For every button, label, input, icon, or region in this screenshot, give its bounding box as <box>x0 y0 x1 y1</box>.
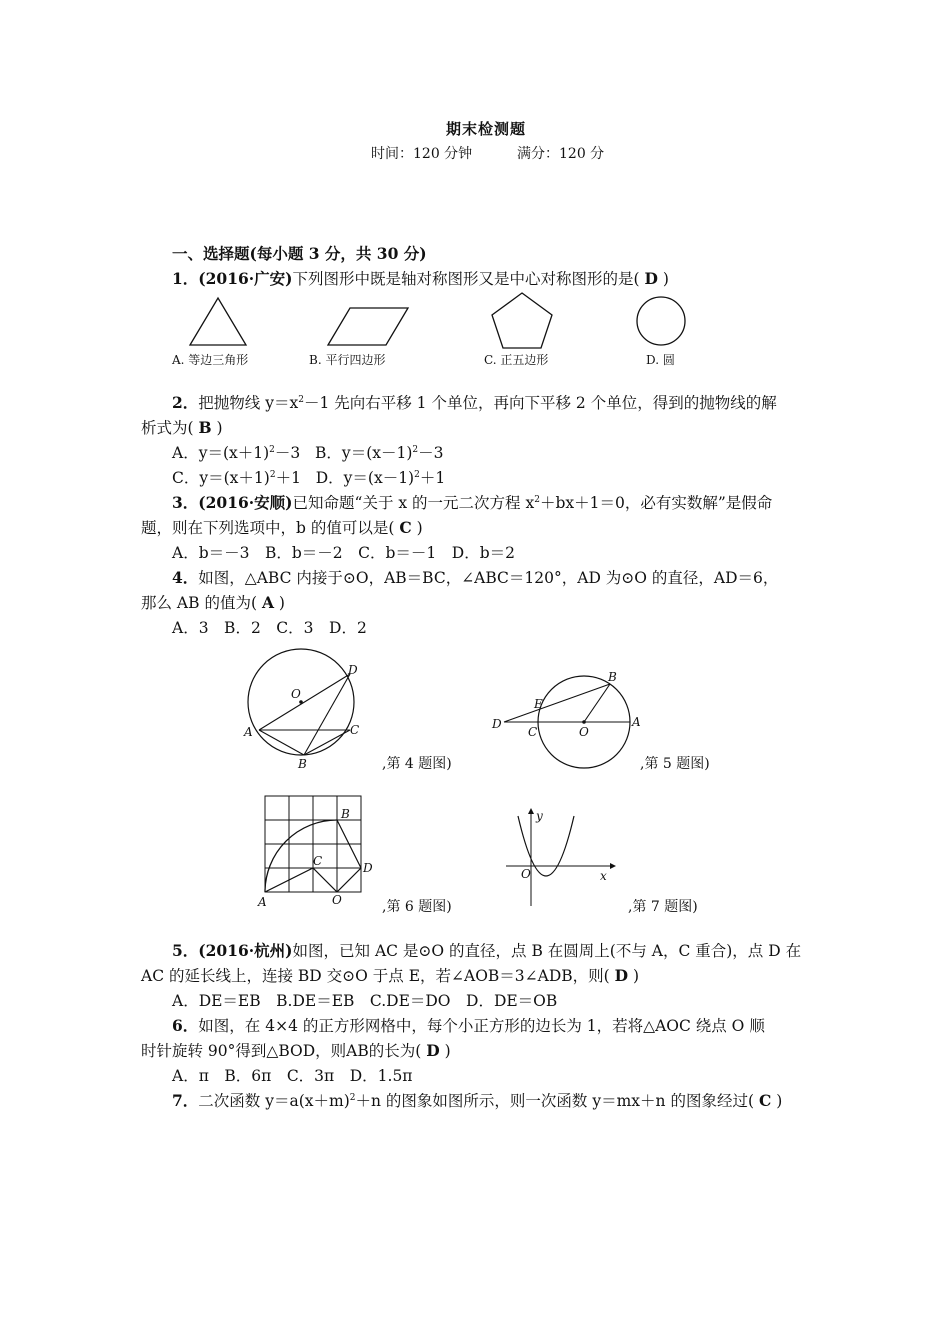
fig5-line-db <box>504 684 610 722</box>
q6-answer: D <box>426 1041 440 1060</box>
q3-text2: ＋bx＋1＝0，必有实数解”是假命 <box>539 494 773 512</box>
score-label: 满分：120 分 <box>517 146 605 162</box>
q5-text2: AC 的延长线上，连接 BD 交⊙O 于点 E，若∠AOB＝3∠ADB，则( <box>141 967 610 985</box>
fig5-label-e: E <box>534 697 543 711</box>
fig7-label-y: y <box>536 809 543 823</box>
q2-text3: 析式为( <box>141 419 194 437</box>
q7-number: 7． <box>172 1091 199 1110</box>
question-5 <box>172 941 801 961</box>
q1-close: ) <box>662 270 669 288</box>
q3-answer: C <box>399 518 412 537</box>
q3-number: 3． <box>172 493 199 512</box>
q3-source: (2016·安顺) <box>198 493 293 512</box>
q1-source: (2016·广安) <box>198 269 293 288</box>
fig6-triangle-aoc <box>265 868 337 892</box>
q6-text1: 如图，在 4×4 的正方形网格中，每个小正方形的边长为 1，若将△AOC 绕点 O 顺 <box>198 1017 765 1035</box>
fig6-label-c: C <box>313 854 323 868</box>
q3-text1: 已知命题“关于 x 的一元二次方程 x <box>292 494 535 512</box>
q7-text2: ＋n 的图象如图所示，则一次函数 y＝mx＋n 的图象经过( <box>355 1092 754 1110</box>
q2-option-b: B．$y=(x-1)^2-3$ <box>315 444 444 462</box>
figure-5 <box>488 668 648 773</box>
circle-shape <box>637 297 685 345</box>
q3-close: ) <box>416 519 423 537</box>
figure-7 <box>500 806 620 910</box>
q2-sup1: 2 <box>298 394 304 405</box>
equilateral-triangle-shape <box>190 298 246 345</box>
q5-options: A．DE＝EB B.DE＝EB C.DE＝DO D．DE＝OB <box>172 992 558 1010</box>
q2-text2: －1 先向右平移 1 个单位，再向下平移 2 个单位，得到的抛物线的解 <box>303 394 777 412</box>
question-7 <box>172 1091 782 1111</box>
q4-close: ) <box>278 594 285 612</box>
question-4-line2 <box>141 593 285 613</box>
fig5-label-d: D <box>492 717 502 731</box>
fig5-label-b: B <box>608 670 617 684</box>
question-1 <box>172 269 669 289</box>
fig7-label-x: x <box>600 869 607 883</box>
q6-close: ) <box>444 1042 451 1060</box>
fig4-label-d: D <box>348 663 358 677</box>
fig5-radius-ob <box>584 684 610 722</box>
q7-text1: 二次函数 y＝a(x＋m) <box>198 1092 350 1110</box>
page-title: 期末检测题 <box>446 120 527 138</box>
q3-text3: 题，则在下列选项中，b 的值可以是( <box>141 519 395 537</box>
fig7-caption: ,第 7 题图) <box>628 899 698 915</box>
time-label: 时间：120 分钟 <box>371 146 473 162</box>
q4-text2: 那么 AB 的值为( <box>141 594 257 612</box>
section-heading: 一、选择题(每小题 3 分，共 30 分) <box>172 244 427 263</box>
question-3-line2 <box>141 518 423 538</box>
question-4 <box>172 568 778 588</box>
q1-text: 下列图形中既是轴对称图形又是中心对称图形的是( <box>292 270 640 288</box>
question-2-line2 <box>141 418 223 438</box>
fig4-label-b: B <box>298 757 307 771</box>
q3-sup1: 2 <box>534 494 540 505</box>
q1-option-b: B. 平行四边形 <box>309 353 386 367</box>
q2-close: ) <box>216 419 223 437</box>
fig6-label-d: D <box>363 861 373 875</box>
fig5-label-c: C <box>528 725 538 739</box>
q4-options: A．3 B．2 C．3 D．2 <box>172 619 367 637</box>
q3-options: A．b＝－3 B．b＝－2 C．b＝－1 D．b＝2 <box>172 544 516 562</box>
fig4-diameter-ad <box>259 674 350 730</box>
fig6-label-b: B <box>341 807 350 821</box>
q7-close: ) <box>776 1092 783 1110</box>
fig5-label-o: O <box>579 725 589 739</box>
q5-source: (2016·杭州) <box>198 941 293 960</box>
question-3 <box>172 493 772 513</box>
q1-answer: D <box>644 269 658 288</box>
fig4-label-o: O <box>291 687 301 701</box>
question-6 <box>172 1016 765 1036</box>
question-5-line2 <box>141 966 639 986</box>
q5-answer: D <box>614 966 629 985</box>
q1-option-c: C. 正五边形 <box>484 353 549 367</box>
q6-text2: 时针旋转 90°得到△BOD，则AB的长为( <box>141 1042 422 1060</box>
fig6-label-a: A <box>258 895 267 909</box>
q6-options: A．π B．6π C．3π D．1.5π <box>172 1067 413 1085</box>
q5-text1: 如图，已知 AC 是⊙O 的直径，点 B 在圆周上(不与 A，C 重合)，点 D 在 <box>292 942 802 960</box>
fig5-center-dot <box>582 720 586 724</box>
q6-number: 6． <box>172 1016 199 1035</box>
q1-option-a: A. 等边三角形 <box>172 353 249 367</box>
figure-6 <box>252 790 382 910</box>
fig6-caption: ,第 6 题图) <box>382 899 452 915</box>
question-2 <box>172 393 777 413</box>
fig5-caption: ,第 5 题图) <box>640 756 710 772</box>
fig4-caption: ,第 4 题图) <box>382 756 452 772</box>
q4-text1: 如图，△ABC 内接于⊙O，AB＝BC，∠ABC＝120°，AD 为⊙O 的直径，AD＝6， <box>198 569 779 587</box>
q4-answer: A <box>261 593 274 612</box>
q7-answer: C <box>758 1091 772 1110</box>
fig6-triangle-bod <box>337 820 361 892</box>
q7-sup1: 2 <box>349 1092 356 1103</box>
regular-pentagon-shape <box>492 293 552 348</box>
q2-option-c: C．$y=(x+1)^2+1$ <box>172 469 301 487</box>
fig6-label-o: O <box>332 893 342 907</box>
q1-option-d: D. 圆 <box>646 353 675 367</box>
q2-text1: 把抛物线 y＝x <box>198 394 299 412</box>
q2-number: 2． <box>172 393 199 412</box>
parallelogram-shape <box>328 308 408 345</box>
fig5-label-a: A <box>632 715 641 729</box>
q2-options-ab <box>172 443 444 463</box>
question-6-line2 <box>141 1041 451 1061</box>
fig7-y-arrow <box>528 808 534 814</box>
q2-option-d: D．$y=(x-1)^2+1$ <box>315 469 446 487</box>
q4-number: 4． <box>172 568 199 587</box>
q2-options-cd <box>172 468 445 488</box>
q5-number: 5． <box>172 941 199 960</box>
q2-answer: B <box>198 418 212 437</box>
q5-close: ) <box>633 967 640 985</box>
q2-option-a: A．$y=(x+1)^2-3$ <box>172 444 301 462</box>
q1-shapes <box>170 290 710 350</box>
q1-number: 1． <box>172 269 199 288</box>
fig4-label-c: C <box>350 723 360 737</box>
fig7-label-o: O <box>521 867 531 881</box>
fig7-x-arrow <box>610 863 616 869</box>
fig4-label-a: A <box>244 725 253 739</box>
figure-4 <box>238 644 368 772</box>
